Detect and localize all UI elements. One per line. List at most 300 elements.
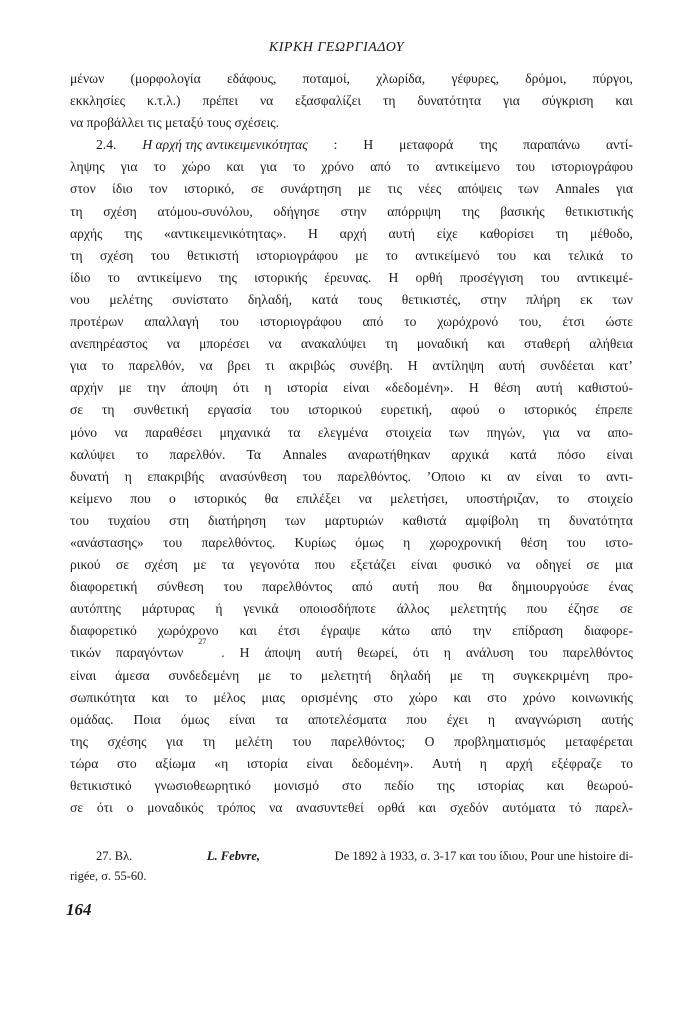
word: που: [438, 579, 459, 595]
word: ιστορικής: [254, 269, 308, 285]
word: ληψης: [70, 159, 105, 175]
word: το: [153, 159, 166, 175]
word: παραθέσει: [145, 424, 202, 440]
word: ρικού: [70, 557, 101, 573]
word: της: [124, 225, 143, 241]
word: θέση: [494, 380, 521, 396]
word: μοναδικός: [147, 800, 204, 816]
word: να: [506, 557, 521, 573]
word: ακριβώς: [289, 358, 335, 374]
word: που: [526, 601, 548, 617]
word: δυνατή: [70, 468, 109, 484]
text-line: [70, 377, 633, 399]
text-line: [70, 554, 633, 576]
word: αμφίβολη: [465, 512, 519, 528]
word: του: [516, 159, 536, 175]
word: συνθετική: [133, 402, 189, 418]
word: αυτή: [388, 225, 415, 241]
word: ιστοριογράφου: [256, 247, 338, 263]
word: και: [546, 778, 565, 793]
word: προβληματισμός: [454, 733, 546, 749]
word: το: [185, 689, 198, 705]
text-line: [70, 178, 633, 200]
word: οποιοσδήποτε: [299, 601, 376, 617]
word: πύργοι,: [592, 71, 633, 86]
word: με: [357, 181, 371, 197]
word: όμως: [180, 711, 210, 727]
word: μελέτη: [234, 733, 273, 749]
word: Η: [468, 380, 479, 396]
word: σχέση: [144, 557, 178, 573]
word: χωρόχρονο: [157, 623, 219, 639]
word: ότι: [96, 800, 113, 816]
text-line: [70, 731, 633, 753]
word: αναγνώριση: [514, 711, 582, 727]
word: παραπάνω: [523, 137, 581, 153]
word: αρχήν: [70, 380, 104, 396]
word: το: [620, 247, 633, 263]
word: Η: [308, 225, 318, 241]
word: Ποια: [133, 711, 161, 727]
word: τη: [385, 336, 398, 352]
word: από: [430, 623, 452, 639]
word: να: [114, 424, 128, 440]
word: Η: [239, 645, 250, 661]
word: «δεδομένη».: [384, 380, 454, 396]
word: καθορίσει: [479, 225, 534, 241]
text-line: [70, 134, 633, 156]
word: από: [370, 159, 391, 175]
word: προ-: [607, 667, 633, 683]
word: να: [358, 490, 372, 506]
word: αρχής: [70, 225, 103, 241]
text-line: [70, 333, 633, 355]
word: συνέβη.: [349, 358, 393, 374]
word: τη: [202, 733, 216, 749]
word: των: [285, 512, 306, 528]
word: σταθερή: [524, 336, 571, 352]
word: η: [264, 380, 272, 396]
word: του: [270, 402, 290, 418]
word: αρχή: [339, 225, 367, 241]
word: της: [436, 778, 455, 793]
word: το: [101, 358, 114, 374]
word: ιστορίας: [477, 778, 524, 793]
word: τελικά: [568, 247, 604, 263]
word: ίδιο: [112, 181, 133, 197]
word: αλήθεια: [589, 336, 633, 352]
word: παρελθόν.: [169, 446, 226, 462]
word: από: [362, 314, 384, 330]
word: έγραψε: [320, 623, 361, 639]
word: τη: [537, 512, 551, 528]
word: εξετάζει: [350, 557, 396, 573]
word: Κυρίως: [294, 534, 336, 550]
word: με: [118, 380, 132, 396]
word: να: [269, 800, 283, 816]
word: σε: [70, 800, 84, 816]
word: (μορφολογία: [130, 71, 201, 86]
word: συνίστατο: [172, 291, 229, 307]
word: επίδραση: [512, 623, 564, 639]
text-line: [70, 444, 633, 466]
word: και: [418, 800, 437, 816]
word: μέθοδο,: [590, 225, 633, 241]
word: ίδιο: [70, 269, 91, 285]
word: άποψη: [181, 380, 218, 396]
word: είναι: [229, 711, 256, 727]
text-line: [70, 201, 633, 223]
word: τον: [149, 181, 168, 197]
word: άλλος: [396, 601, 430, 617]
word: πεδίο: [384, 778, 414, 793]
text-line: [70, 532, 633, 554]
word: της: [70, 733, 88, 749]
text-line: [70, 598, 633, 620]
text-line: [70, 223, 633, 245]
word: ορθή: [415, 269, 443, 285]
word: Η: [407, 358, 418, 374]
word: μαρτυριών: [324, 512, 384, 528]
word: κι: [480, 468, 492, 484]
word: τη: [101, 402, 115, 418]
text-line: [70, 355, 633, 377]
word: για: [260, 159, 277, 175]
word: απόψεις: [457, 181, 502, 197]
word: γνωσιοθεωρητικό: [154, 778, 251, 793]
footnote-text: De 1892 à 1933, σ. 3-17 και του ίδιου, Pour une histoire di-: [334, 849, 633, 863]
body-text: [70, 68, 633, 819]
word: έρευνας.: [324, 269, 372, 285]
word: μιας: [261, 689, 285, 705]
word: θα: [478, 579, 492, 595]
text-line: [70, 156, 633, 178]
word: σωπικότητα: [70, 689, 136, 705]
text-line: [70, 797, 633, 819]
word: αυτή: [315, 645, 343, 661]
word: επακριβής: [147, 468, 204, 484]
word: μάρτυρας: [141, 601, 195, 617]
word: κάτω: [381, 623, 410, 639]
word: η: [487, 711, 495, 727]
word: όμως: [355, 534, 384, 550]
word: μεταφέρεται: [565, 733, 633, 749]
word: με: [449, 667, 463, 683]
word: του: [566, 534, 586, 550]
word: αυτή: [392, 579, 419, 595]
word: πηγών,: [486, 424, 526, 440]
word: θα: [264, 490, 279, 506]
word: έχει: [446, 711, 468, 727]
text-line: [70, 112, 633, 134]
word: την: [147, 380, 166, 396]
word: και: [533, 247, 551, 263]
word: για: [120, 159, 138, 175]
text-line: [70, 311, 633, 333]
word: το: [557, 490, 570, 506]
word: αυτή: [498, 358, 526, 374]
word: στον: [70, 181, 96, 197]
word: δεδομένη».: [351, 755, 414, 771]
word: Η: [388, 269, 399, 285]
word: ορθά: [377, 800, 405, 816]
word: τικών: [70, 645, 101, 661]
word: ανάλυση: [465, 645, 514, 661]
word: σε: [70, 402, 84, 418]
word: μπορέσει: [199, 336, 250, 352]
word: Η: [363, 137, 374, 153]
word: αντίληψη: [432, 358, 484, 374]
text-line: [70, 399, 633, 421]
word: του: [302, 468, 322, 484]
word: .: [221, 645, 225, 661]
word: ιστορία: [246, 755, 288, 771]
word: τους: [357, 291, 383, 307]
word: να: [166, 336, 180, 352]
word: έτσι: [562, 314, 585, 330]
word: που: [314, 557, 336, 573]
word: τό: [569, 800, 582, 816]
word: συνδεδεμένη: [168, 667, 240, 683]
word: το: [404, 314, 417, 330]
word: από: [351, 579, 373, 595]
word: και: [226, 159, 244, 175]
word: παρελθόντος;: [331, 733, 405, 749]
word: την: [472, 623, 492, 639]
word: κατά: [510, 446, 537, 462]
word: για: [542, 424, 560, 440]
word: τώρα: [70, 755, 99, 771]
word: κοινωνικής: [571, 689, 633, 705]
word: «η: [214, 755, 229, 771]
word: Ο: [424, 733, 435, 749]
word: τη: [481, 667, 495, 683]
word: ανεπηρέαστος: [70, 336, 148, 352]
word: ιστορικός: [523, 402, 577, 418]
word: συγκεκριμένη: [512, 667, 590, 683]
word: σε: [619, 601, 633, 617]
word: τα: [275, 711, 288, 727]
word: αντί-: [605, 137, 633, 153]
text-line: [70, 637, 633, 664]
word: άποψη: [264, 645, 301, 661]
word: ιστορία: [286, 380, 328, 396]
word: έπρεπε: [595, 402, 633, 418]
word: είναι: [70, 667, 97, 683]
word: ο: [168, 490, 176, 506]
word: μελετητή: [320, 667, 372, 683]
word: τη: [555, 225, 569, 241]
word: ώστε: [605, 314, 633, 330]
word: τρόπος: [217, 800, 256, 816]
word: τη: [70, 247, 83, 263]
word: παρελθόντος: [562, 645, 633, 661]
word: σχέση: [103, 203, 137, 219]
word: μια: [614, 557, 633, 573]
word: του: [497, 247, 517, 263]
word: προσέγγιση: [459, 269, 524, 285]
word: του: [150, 247, 170, 263]
word: ατόμου-συνόλου,: [157, 203, 253, 219]
word: είναι: [536, 468, 563, 484]
word: το: [289, 667, 303, 683]
word: ανασυντεθεί: [296, 800, 364, 816]
word: τα: [221, 557, 235, 573]
word: Τα: [246, 446, 262, 462]
word: νου: [70, 291, 90, 307]
word: αντικείμενο: [435, 159, 500, 175]
word: ο: [126, 800, 134, 816]
word: στη: [169, 512, 190, 528]
word: καθιστά: [402, 512, 447, 528]
word: μοναδική: [416, 336, 469, 352]
word: το: [292, 159, 306, 175]
word: του: [528, 645, 548, 661]
word: του: [70, 512, 89, 528]
word: ορισμένης: [301, 689, 358, 705]
word: διαφορετικό: [70, 623, 137, 639]
word: για: [503, 93, 520, 109]
word: φυσικό: [452, 557, 492, 573]
word: στοιχεία: [385, 424, 432, 440]
word: το: [620, 755, 633, 771]
word: χρόνο: [321, 159, 354, 175]
word: είναι: [410, 557, 438, 573]
footnote: [70, 846, 633, 886]
word: των: [612, 291, 633, 307]
text-line: [70, 466, 633, 488]
text-line: [70, 488, 633, 510]
word: Annales: [282, 446, 327, 462]
word: απαλλαγή: [144, 314, 199, 330]
word: αρχικά: [451, 446, 489, 462]
word: δηλαδή: [390, 667, 431, 683]
word: στοιχείο: [587, 490, 633, 506]
word: παρελθόντος: [262, 579, 333, 595]
word: εκκλησίες: [70, 93, 126, 109]
word: κατ’: [609, 358, 633, 374]
word: αυτόπτης: [70, 601, 121, 617]
word: παρελθόν,: [128, 358, 185, 374]
word: σύγκριση: [541, 93, 594, 109]
word: στο: [487, 689, 507, 705]
word: συνδέεται: [539, 358, 595, 374]
word: των: [518, 181, 539, 197]
word: του: [219, 314, 239, 330]
word: ιστορικός: [193, 490, 247, 506]
word: συνάρτηση: [280, 181, 342, 197]
text-line: [70, 68, 633, 90]
word: ιστορικό,: [183, 181, 235, 197]
text-line: [70, 665, 633, 687]
word: ανακαλύψει: [300, 336, 367, 352]
word: μελετητής: [450, 601, 506, 617]
word: να: [268, 336, 282, 352]
word: Annales: [555, 181, 600, 197]
word: αν: [507, 468, 521, 484]
word: στο: [373, 689, 393, 705]
word: θετικιστικής: [565, 203, 633, 219]
text-line: [70, 753, 633, 775]
word: διαφορε-: [584, 623, 633, 639]
word: εδάφους,: [226, 71, 277, 86]
word: για: [70, 358, 87, 374]
word: Αυτή: [431, 755, 462, 771]
text-line: [70, 775, 633, 797]
word: είναι: [343, 380, 370, 396]
word: αντικειμέ-: [576, 269, 633, 285]
text-line: [70, 576, 633, 598]
text-line: [70, 687, 633, 709]
word: η: [403, 534, 411, 550]
footnote-author: L. Febvre,: [206, 849, 261, 863]
text-line: [70, 709, 633, 731]
footnote-ref[interactable]: 27: [198, 637, 207, 647]
word: χωρόχρονό: [437, 314, 499, 330]
word: απόρριψη: [387, 203, 441, 219]
word: το: [135, 446, 149, 462]
word: δημιουργούσε: [511, 579, 589, 595]
word: δυνατότητα: [569, 512, 633, 528]
word: στην: [480, 291, 507, 307]
word: προτέρων: [70, 314, 124, 330]
word: σε: [115, 557, 129, 573]
word: χώρο: [182, 159, 211, 175]
word: τις: [387, 181, 402, 197]
word: στο: [117, 755, 137, 771]
word: αντι-: [606, 468, 633, 484]
word: να: [259, 93, 274, 109]
word: με: [258, 667, 271, 683]
word: οδηγεί: [535, 557, 572, 573]
word: άμεσα: [115, 667, 150, 683]
word: παρελθόντος.: [201, 534, 276, 550]
word: 2.4.: [96, 137, 117, 153]
word: καλύψει: [70, 446, 115, 462]
word: και: [615, 93, 633, 109]
word: κατά: [311, 291, 339, 307]
word: παρελθόντος.: [337, 468, 411, 484]
word: πλήρη: [526, 291, 561, 307]
word: διατήρηση: [208, 512, 267, 528]
word: χώρο: [409, 689, 438, 705]
word: και: [151, 689, 169, 705]
word: ότι: [233, 380, 249, 396]
word: κ.τ.λ.): [146, 93, 181, 109]
word: έτσι: [277, 623, 301, 639]
word: του: [292, 733, 312, 749]
word: αντικείμενο: [137, 269, 202, 285]
word: πόσο: [557, 446, 586, 462]
word: :: [333, 137, 338, 153]
word: και: [239, 623, 257, 639]
word: αποτελέσματα: [307, 711, 387, 727]
word: μένων: [70, 71, 105, 86]
word: μονισμό: [273, 778, 320, 793]
word: που: [406, 711, 427, 727]
word: αυτής: [601, 711, 633, 727]
word: της: [461, 203, 480, 219]
word: αυτόματα: [502, 800, 556, 816]
word: «αντικειμενικότητας».: [163, 225, 287, 241]
word: στην: [340, 203, 367, 219]
word: θετικιστή: [187, 247, 239, 263]
word: έζησε: [568, 601, 599, 617]
word: για: [616, 181, 633, 197]
word: βρει: [227, 358, 251, 374]
word: ιστοριογράφου: [259, 314, 342, 330]
word: ιστο-: [605, 534, 633, 550]
